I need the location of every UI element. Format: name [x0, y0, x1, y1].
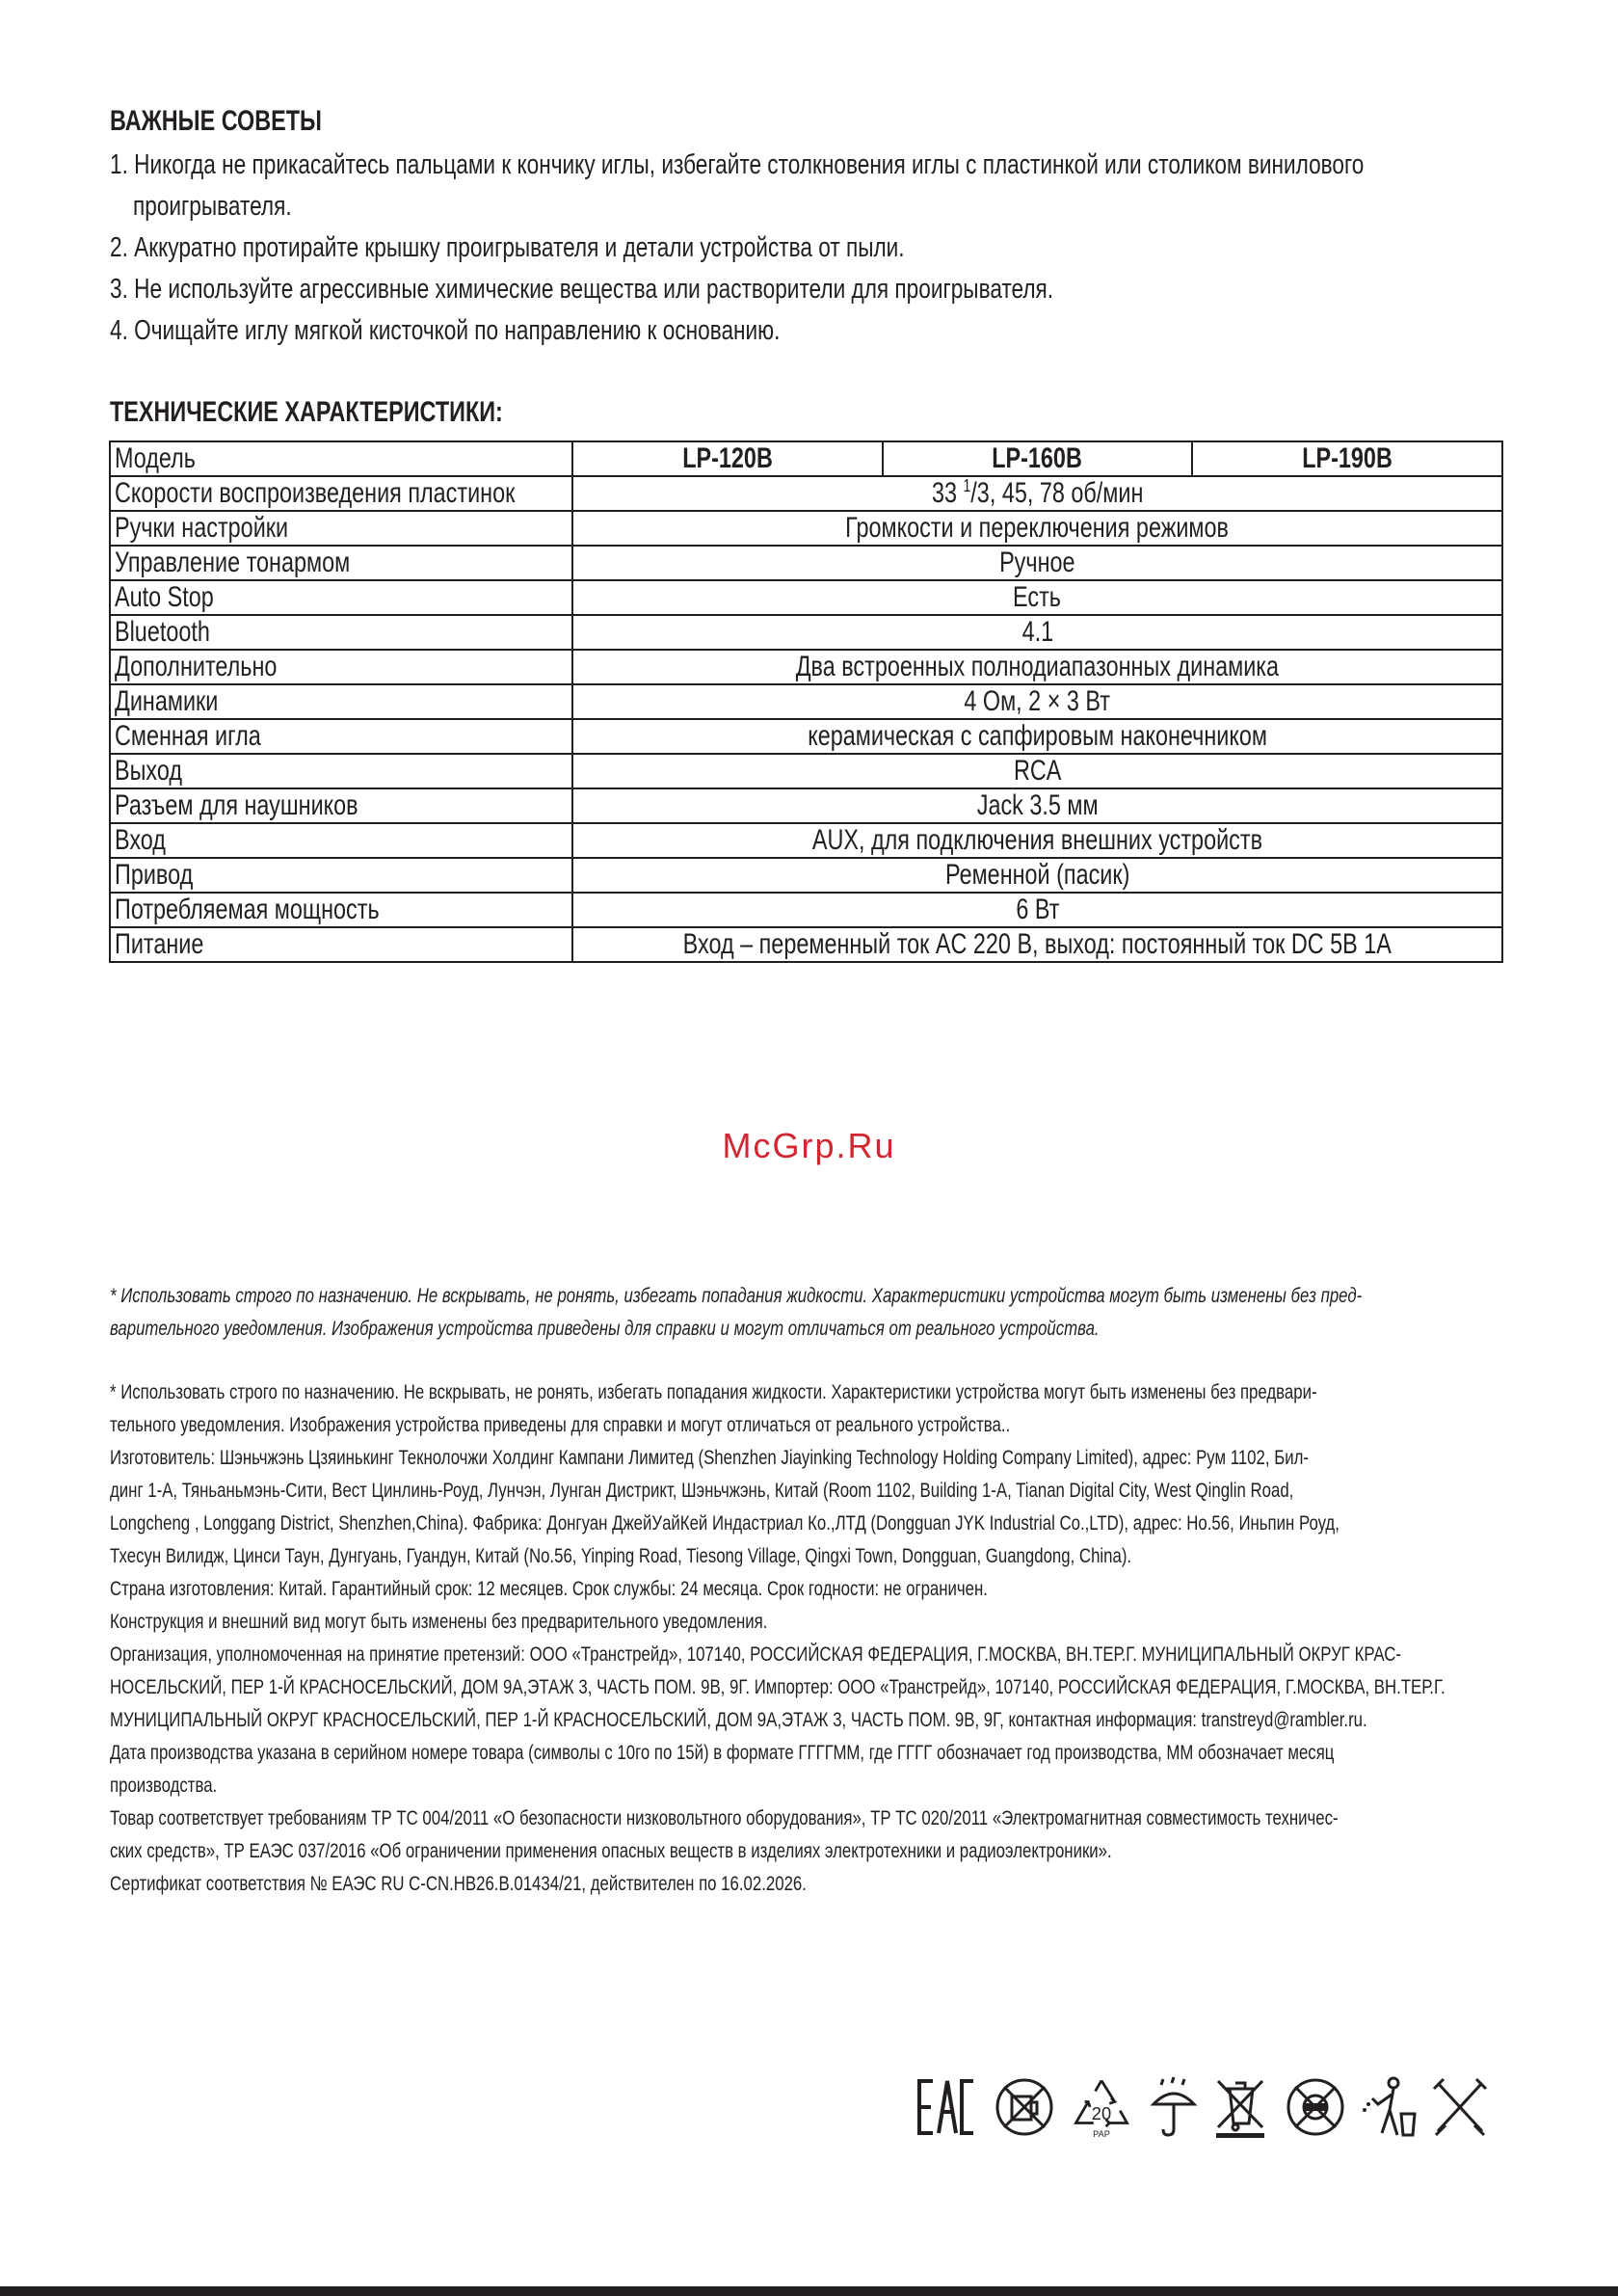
table-cell-label: Разъем для наушников: [110, 788, 572, 823]
legal-line: Тхесун Вилидж, Цинси Таун, Дунгуань, Гуандун, Китай (No.56, Yinping Road, Tiesong Village, Qingxi Town, Dongguan, Guangdong, China).: [110, 1545, 1132, 1567]
italic-note-line: * Использовать строго по назначению. Не вскрывать, не ронять, избегать попадания жидкости. Характеристики устройства могут быть изменены без пред-: [110, 1285, 1363, 1307]
table-cell-label: Выход: [110, 754, 572, 788]
table-cell-model: LP-160B: [883, 441, 1193, 476]
legal-line: ских средств», ТР ЕАЭС 037/2016 «Об ограничении применения опасных веществ в изделиях электротехники и радиоэлектроники».: [110, 1840, 1112, 1862]
legal-line: Страна изготовления: Китай. Гарантийный срок: 12 месяцев. Срок службы: 24 месяца. Срок годности: не ограничен.: [110, 1578, 988, 1600]
legal-text: [110, 1376, 1507, 1901]
table-cell-label: Дополнительно: [110, 650, 572, 684]
watermark: McGrp.Ru: [722, 1126, 896, 1165]
legal-line: Организация, уполномоченная на принятие претензий: ООО «Транстрейд», 107140, РОССИЙСКАЯ ФЕДЕРАЦИЯ, Г.МОСКВА, ВН.ТЕР.Г. МУНИЦИПАЛЬНЫЙ ОКРУГ КРАС-: [110, 1643, 1401, 1666]
table-row: [110, 684, 1502, 719]
table-cell-label: Bluetooth: [110, 615, 572, 650]
italic-disclaimer: [110, 1280, 1507, 1346]
table-row: [110, 927, 1502, 962]
table-cell-value: 4 Ом, 2 × 3 Вт: [572, 684, 1502, 719]
table-cell-value: Громкости и переключения режимов: [572, 511, 1502, 546]
legal-line: НОСЕЛЬСКИЙ, ПЕР 1-Й КРАСНОСЕЛЬСКИЙ, ДОМ 9А,ЭТАЖ 3, ЧАСТЬ ПОМ. 9В, 9Г. Импортер: ООО «Транстрейд», 107140, РОССИЙСКАЯ ФЕДЕРАЦИЯ, Г.МОСКВА, ВН.ТЕР.Г.: [110, 1676, 1446, 1698]
italic-note-line: варительного уведомления. Изображения устройства приведены для справки и могут отличаться от реального устройства.: [110, 1318, 1100, 1340]
table-cell-label: Потребляемая мощность: [110, 893, 572, 927]
legal-line: динг 1-А, Тяньаньмэнь-Сити, Вест Цинлинь-Роуд, Лунчэн, Лунган Дистрикт, Шэньчжэнь, Китай (Room 1102, Building 1-A, Tianan Digital City, West Qinglin Road,: [110, 1480, 1294, 1502]
legal-line: Дата производства указана в серийном номере товара (символы с 10го по 15й) в формате ГГГГММ, где ГГГГ обозначает год производства, ММ обозначает месяц: [110, 1742, 1335, 1764]
tip-item: 3. Не используйте агрессивные химические вещества или растворители для проигрывателя.: [110, 274, 1054, 305]
legal-line: Longcheng , Longgang District, Shenzhen,China). Фабрика: Донгуан ДжейУайКей Индастриал Ко.,ЛТД (Dongguan JYK Industrial Co.,LTD), адрес: Но.56, Иньпин Роуд,: [110, 1512, 1339, 1535]
table-cell-value: 4.1: [572, 615, 1502, 650]
table-cell-model: LP-190B: [1192, 441, 1502, 476]
table-row: [110, 650, 1502, 684]
speed-main: 33: [931, 477, 957, 509]
specs-table: [109, 441, 1503, 963]
table-row: [110, 893, 1502, 927]
legal-line: производства.: [110, 1775, 218, 1797]
legal-line: * Использовать строго по назначению. Не вскрывать, не ронять, избегать попадания жидкости. Характеристики устройства могут быть изменены без предвари-: [110, 1381, 1317, 1403]
table-row: [110, 754, 1502, 788]
eac-mark-icon: [915, 2075, 975, 2139]
tip-item: 4. Очищайте иглу мягкой кисточкой по направлению к основанию.: [110, 315, 781, 346]
pap-label: PAP: [1093, 2129, 1110, 2139]
table-row: [110, 719, 1502, 754]
legal-line: Сертификат соответствия № ЕАЭС RU С-CN.НВ26.В.01434/21, действителен по 16.02.2026.: [110, 1873, 807, 1895]
table-cell-model: LP-120B: [572, 441, 883, 476]
speed-rest: /3, 45, 78 об/мин: [970, 477, 1144, 509]
certification-icons: [915, 2075, 1513, 2143]
weee-crossed-bin-icon: [1210, 2075, 1270, 2139]
table-cell-label: Auto Stop: [110, 580, 572, 615]
pap-number: 20: [1091, 2102, 1112, 2123]
table-cell-label: Привод: [110, 858, 572, 893]
table-cell-value: Два встроенных полнодиапазонных динамика: [572, 650, 1502, 684]
table-row: [110, 823, 1502, 858]
table-row: [110, 511, 1502, 546]
keep-dry-umbrella-icon: [1150, 2075, 1198, 2139]
table-row: [110, 615, 1502, 650]
table-cell-value: Есть: [572, 580, 1502, 615]
specs-header-row: [110, 441, 1502, 476]
table-cell-label: Вход: [110, 823, 572, 858]
tip-item-continuation: проигрывателя.: [133, 191, 292, 222]
table-cell-value: керамическая с сапфировым наконечником: [572, 719, 1502, 754]
table-row: [110, 580, 1502, 615]
legal-line: Изготовитель: Шэньчжэнь Цзяинькинг Текнолочжи Холдинг Кампани Лимитед (Shenzhen Jiayinking Technology Holding Company Limited), адрес: Рум 1102, Бил-: [110, 1447, 1309, 1469]
table-cell-label: Сменная игла: [110, 719, 572, 754]
table-cell-label: Ручки настройки: [110, 511, 572, 546]
table-cell-label: Модель: [110, 441, 572, 476]
tidy-man-icon: [1361, 2075, 1417, 2139]
table-cell-value: Ременной (пасик): [572, 858, 1502, 893]
legal-line: МУНИЦИПАЛЬНЫЙ ОКРУГ КРАСНОСЕЛЬСКИЙ, ПЕР 1-Й КРАСНОСЕЛЬСКИЙ, ДОМ 9А,ЭТАЖ 3, ЧАСТЬ ПОМ. 9В, 9Г, контактная информация: transtreyd@rambler.ru.: [110, 1709, 1367, 1731]
table-cell-label: Управление тонармом: [110, 546, 572, 580]
tip-item: 2. Аккуратно протирайте крышку проигрывателя и детали устройства от пыли.: [110, 232, 905, 263]
recycling-pap-icon: [1068, 2075, 1135, 2139]
tips-heading: ВАЖНЫЕ СОВЕТЫ: [110, 105, 322, 137]
table-cell-value: Ручное: [572, 546, 1502, 580]
table-row: [110, 546, 1502, 580]
table-cell-label: Питание: [110, 927, 572, 962]
tips-list: [110, 145, 1507, 352]
legal-line: тельного уведомления. Изображения устройства приведены для справки и могут отличаться от реального устройства..: [110, 1414, 1011, 1436]
do-not-disassemble-icon: [1284, 2075, 1347, 2139]
legal-line: Конструкция и внешний вид могут быть изменены без предварительного уведомления.: [110, 1611, 768, 1633]
specs-heading: ТЕХНИЧЕСКИЕ ХАРАКТЕРИСТИКИ:: [110, 396, 503, 428]
table-row: [110, 788, 1502, 823]
speed-fraction-numerator: 1: [963, 476, 971, 495]
table-cell-label: Динамики: [110, 684, 572, 719]
table-cell-value: Вход – переменный ток AC 220 В, выход: постоянный ток DC 5В 1А: [572, 927, 1502, 962]
table-cell-value: RCA: [572, 754, 1502, 788]
table-row: [110, 476, 1502, 511]
table-cell-value: AUX, для подключения внешних устройств: [572, 823, 1502, 858]
table-cell-value: 6 Вт: [572, 893, 1502, 927]
crossed-tools-icon: [1430, 2075, 1490, 2139]
legal-line: Товар соответствует требованиям ТР ТС 004/2011 «О безопасности низковольтного оборудования», ТР ТС 020/2011 «Электромагнитная совместимость техничес-: [110, 1807, 1339, 1829]
no-food-contact-icon: [993, 2075, 1056, 2139]
bottom-rule: [0, 2286, 1618, 2296]
table-cell-value: Jack 3.5 мм: [572, 788, 1502, 823]
table-cell-value: [572, 476, 1502, 511]
table-cell-label: Скорости воспроизведения пластинок: [110, 476, 572, 511]
tip-item: 1. Никогда не прикасайтесь пальцами к кончику иглы, избегайте столкновения иглы с пластинкой или столиком винилового: [110, 149, 1365, 180]
table-row: [110, 858, 1502, 893]
